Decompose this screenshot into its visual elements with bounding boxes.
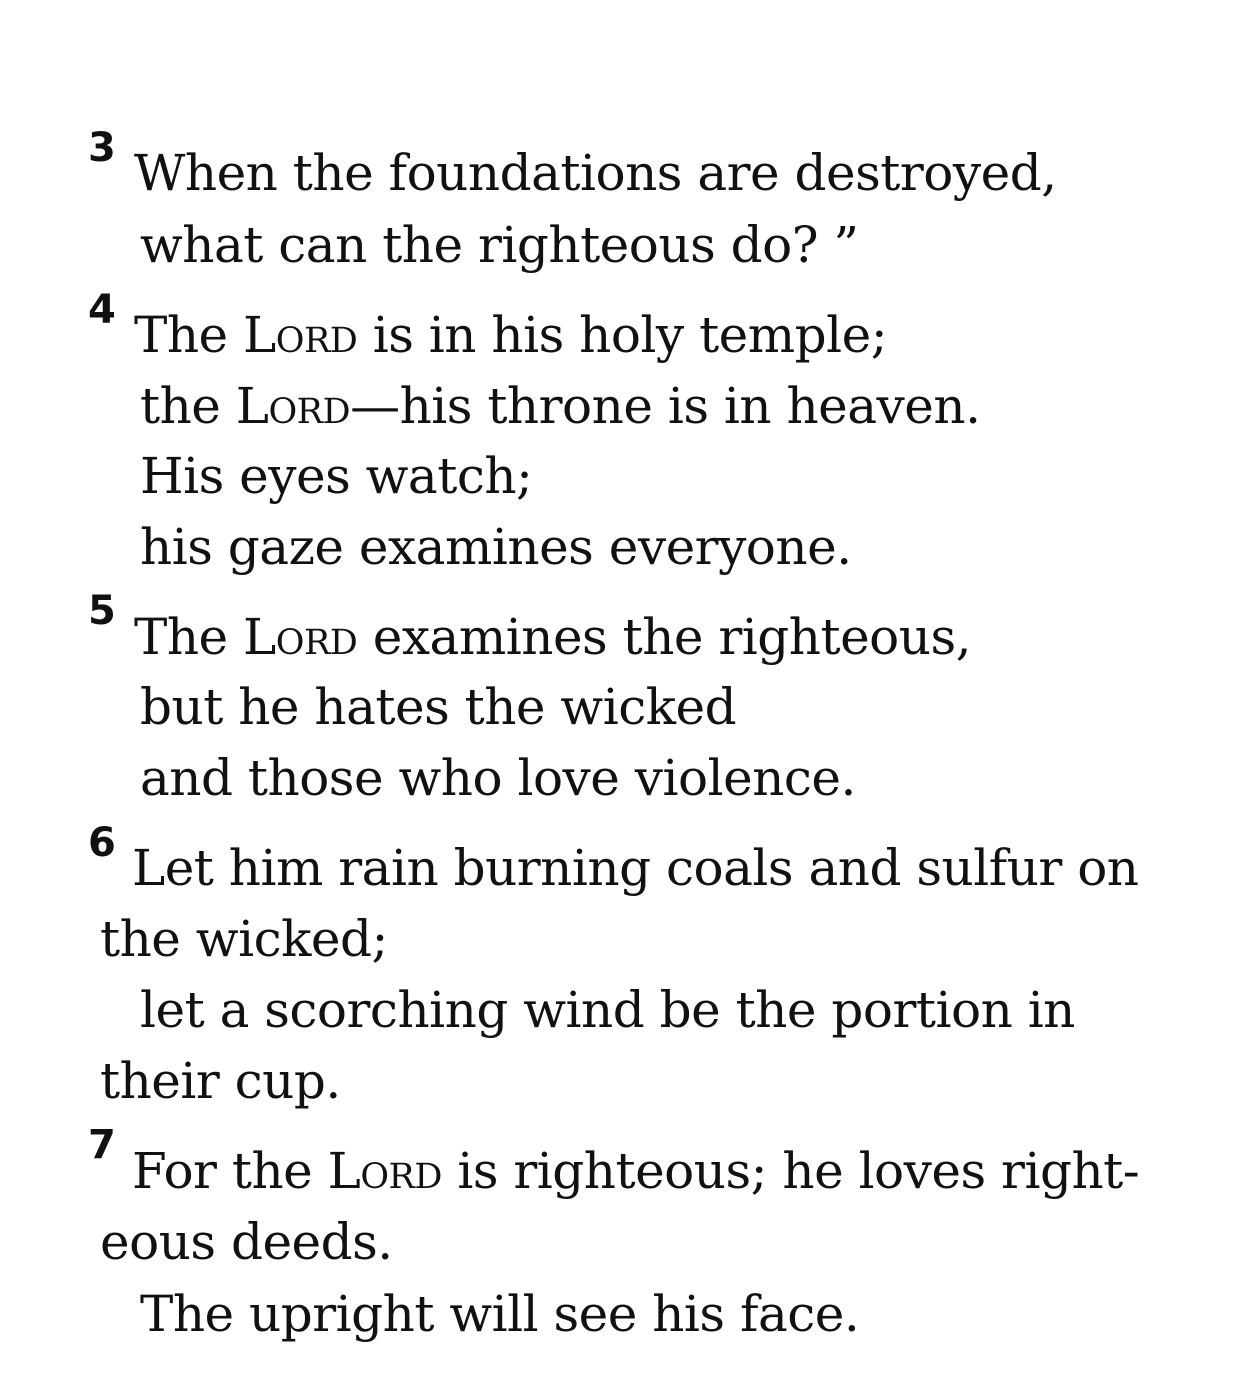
- verse-5-line-2: but he hates the wicked: [140, 678, 737, 736]
- verse-6-line-4: their cup.: [100, 1052, 341, 1110]
- verse-3-line-1: When the foundations are destroyed,: [134, 144, 1057, 202]
- verse-number-5: 5: [88, 588, 116, 634]
- verse-4-line-4: his gaze examines everyone.: [140, 518, 852, 576]
- lord-divine-name: Lord: [235, 377, 351, 435]
- verse-3-line-2: what can the righteous do? ”: [140, 216, 859, 274]
- verse-5-line-3: and those who love violence.: [140, 749, 856, 807]
- verse-number-3: 3: [88, 125, 116, 171]
- verse-4-line-3: His eyes watch;: [140, 447, 533, 505]
- verse-number-6: 6: [88, 820, 116, 866]
- verse-number-4: 4: [88, 287, 116, 333]
- verse-7-line-3: The upright will see his face.: [140, 1285, 860, 1343]
- verse-5-line-1: The Lord examines the righteous,: [134, 608, 972, 666]
- verse-4-line-1: The Lord is in his holy temple;: [134, 306, 888, 364]
- verse-number-7: 7: [88, 1122, 116, 1168]
- verse-6-line-2: the wicked;: [100, 910, 388, 968]
- verse-6-line-1: Let him rain burning coals and sulfur on: [132, 839, 1139, 897]
- verse-6-line-3: let a scorching wind be the portion in: [140, 981, 1075, 1039]
- lord-divine-name: Lord: [327, 1142, 442, 1200]
- lord-divine-name: Lord: [243, 306, 358, 364]
- verse-7-line-2: eous deeds.: [100, 1213, 393, 1271]
- verse-4-line-2: the Lord—his throne is in heaven.: [140, 377, 981, 435]
- lord-divine-name: Lord: [243, 608, 358, 666]
- verse-7-line-1: For the Lord is righteous; he loves right-: [132, 1142, 1140, 1200]
